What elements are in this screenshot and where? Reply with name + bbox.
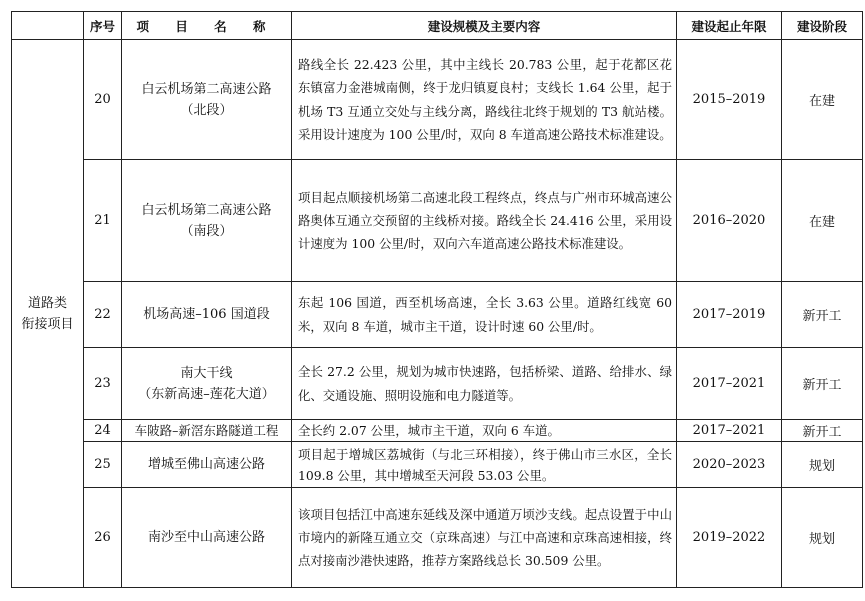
header-period: 建设起止年限: [677, 12, 782, 40]
row-period: 2017–2021: [677, 348, 782, 420]
row-name-line1: 车陂路–新滘东路隧道工程: [134, 423, 279, 438]
row-name-line1: 机场高速–106 国道段: [143, 307, 270, 322]
row-scope: 路线全长 22.423 公里，其中主线长 20.783 公里，起于花都区花东镇富力金港城南侧，终于龙归镇夏良村；支线长 1.64 公里，起于机场 T3 互通立交处与主线分离，路线往北终于规划的 T3 航站楼。采用设计速度为 100 公里/时，双向 8 车道高速公路技术标准建设。: [292, 40, 677, 160]
table-header-row: [12, 12, 863, 40]
header-seq: 序号: [84, 12, 122, 40]
row-stage: 在建: [782, 160, 863, 282]
category-cell: [12, 40, 84, 588]
row-name-line1: 白云机场第二高速公路: [141, 202, 272, 218]
row-stage: 规划: [782, 442, 863, 488]
row-scope: 全长约 2.07 公里，城市主干道，双向 6 车道。: [292, 420, 677, 442]
row-name-line2: （北段）: [180, 102, 233, 118]
row-seq: 22: [84, 282, 122, 348]
table-row: [12, 420, 863, 442]
row-seq: 21: [84, 160, 122, 282]
row-scope: 项目起于增城区荔城街（与北三环相接），终于佛山市三水区，全长 109.8 公里，其中增城至天河段 53.03 公里。: [292, 442, 677, 488]
row-name-line1: 南大干线: [180, 365, 233, 381]
row-period: 2019–2022: [677, 488, 782, 588]
row-stage: 规划: [782, 488, 863, 588]
row-seq: 26: [84, 488, 122, 588]
row-name-line1: 南沙至中山高速公路: [147, 530, 265, 545]
table-row: [12, 442, 863, 488]
row-period: 2016–2020: [677, 160, 782, 282]
row-period: 2015–2019: [677, 40, 782, 160]
row-name-line1: 增城至佛山高速公路: [147, 457, 265, 472]
header-name: 项 目 名 称: [122, 12, 292, 40]
row-name: [122, 348, 292, 420]
row-name-line2: （东新高速–莲花大道）: [138, 386, 275, 402]
row-seq: 20: [84, 40, 122, 160]
row-name: [122, 442, 292, 488]
row-scope: 该项目包括江中高速东延线及深中通道万顷沙支线。起点设置于中山市境内的新隆互通立交（京珠高速）与江中高速和京珠高速相接，终点对接南沙港快速路，推荐方案路线总长 30.509 公里。: [292, 488, 677, 588]
row-stage: 在建: [782, 40, 863, 160]
project-table: [11, 11, 863, 588]
row-period: 2017–2019: [677, 282, 782, 348]
header-scope: 建设规模及主要内容: [292, 12, 677, 40]
row-seq: 23: [84, 348, 122, 420]
row-scope: 项目起点顺接机场第二高速北段工程终点，终点与广州市环城高速公路奥体互通立交预留的主线桥对接。路线全长 24.416 公里，采用设计速度为 100 公里/时，双向六车道高速公路技术标准建设。: [292, 160, 677, 282]
row-name: [122, 282, 292, 348]
table-row: [12, 40, 863, 160]
row-stage: 新开工: [782, 348, 863, 420]
header-category: [12, 12, 84, 40]
category-line1: 道路类: [27, 295, 67, 311]
row-stage: 新开工: [782, 420, 863, 442]
row-name: [122, 160, 292, 282]
header-stage: 建设阶段: [782, 12, 863, 40]
table-row: [12, 282, 863, 348]
row-scope: 全长 27.2 公里，规划为城市快速路，包括桥梁、道路、给排水、绿化、交通设施、照明设施和电力隧道等。: [292, 348, 677, 420]
row-seq: 25: [84, 442, 122, 488]
category-line2: 衔接项目: [21, 316, 74, 332]
row-period: 2017–2021: [677, 420, 782, 442]
table-row: [12, 160, 863, 282]
row-name-line2: （南段）: [180, 223, 233, 239]
row-name: [122, 420, 292, 442]
row-name: [122, 488, 292, 588]
row-scope: 东起 106 国道，西至机场高速，全长 3.63 公里。道路红线宽 60 米，双向 8 车道，城市主干道，设计时速 60 公里/时。: [292, 282, 677, 348]
row-period: 2020–2023: [677, 442, 782, 488]
row-name: [122, 40, 292, 160]
row-seq: 24: [84, 420, 122, 442]
row-stage: 新开工: [782, 282, 863, 348]
row-name-line1: 白云机场第二高速公路: [141, 81, 272, 97]
table-row: [12, 488, 863, 588]
table-row: [12, 348, 863, 420]
